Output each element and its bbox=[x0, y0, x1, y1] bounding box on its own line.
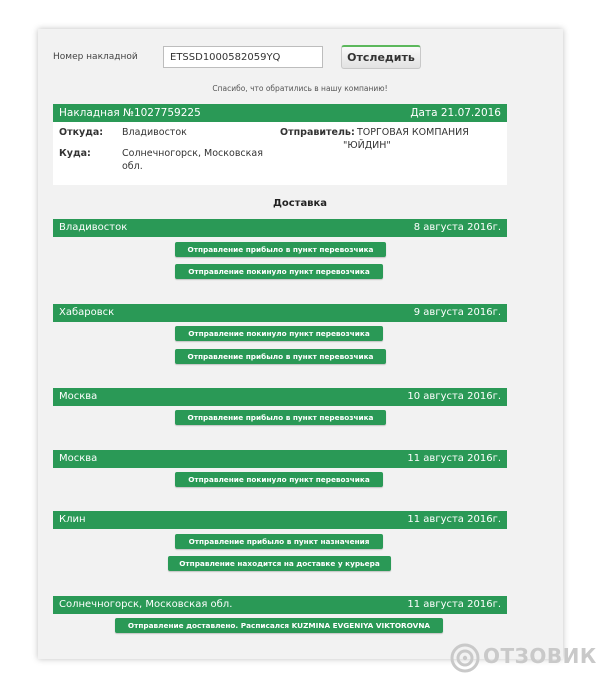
delivery-stop-header bbox=[53, 450, 507, 468]
waybill-details bbox=[53, 122, 507, 185]
delivery-stop-header bbox=[53, 219, 507, 237]
delivery-stop-header bbox=[53, 596, 507, 614]
watermark-text: ОТЗОВИК bbox=[483, 644, 597, 668]
delivery-stop-header bbox=[53, 388, 507, 406]
stop-city: Солнечногорск, Московская обл. bbox=[59, 599, 233, 610]
waybill-title: Накладная №1027759225 bbox=[59, 107, 201, 119]
delivery-title: Доставка bbox=[272, 198, 328, 209]
stop-city: Владивосток bbox=[59, 222, 128, 233]
status-event-pill: Отправление покинуло пункт перевозчика bbox=[175, 264, 383, 279]
waybill-number-input[interactable] bbox=[163, 46, 323, 68]
status-event-pill: Отправление прибыло в пункт перевозчика bbox=[175, 242, 386, 257]
status-event-pill: Отправление прибыло в пункт назначения bbox=[175, 534, 383, 549]
stop-city: Москва bbox=[59, 391, 98, 402]
stop-city: Клин bbox=[59, 514, 86, 525]
stop-date: 9 августа 2016г. bbox=[413, 307, 501, 318]
stop-date: 10 августа 2016г. bbox=[407, 391, 501, 402]
status-event-pill: Отправление прибыло в пункт перевозчика bbox=[175, 349, 386, 364]
waybill-header bbox=[53, 104, 507, 123]
from-label: Откуда: bbox=[59, 127, 104, 138]
to-value-line1: Солнечногорск, Московская bbox=[122, 148, 263, 159]
watermark bbox=[450, 640, 600, 676]
sender-line2: "ЮЙДИН" bbox=[343, 140, 391, 151]
waybill-date: Дата 21.07.2016 bbox=[410, 107, 501, 119]
stop-date: 8 августа 2016г. bbox=[413, 222, 501, 233]
track-button[interactable]: Отследить bbox=[341, 45, 421, 69]
stop-date: 11 августа 2016г. bbox=[407, 514, 501, 525]
to-label: Куда: bbox=[59, 148, 91, 159]
delivery-stop-header bbox=[53, 511, 507, 529]
delivery-stop-header bbox=[53, 304, 507, 322]
sender-line1: ТОРГОВАЯ КОМПАНИЯ bbox=[357, 127, 469, 138]
thanks-message: Спасибо, что обратились в нашу компанию! bbox=[212, 84, 388, 93]
from-value: Владивосток bbox=[122, 127, 187, 138]
status-event-pill: Отправление покинуло пункт перевозчика bbox=[175, 326, 383, 341]
stop-city: Москва bbox=[59, 453, 98, 464]
to-value-line2: обл. bbox=[122, 161, 143, 172]
waybill-number-label: Номер накладной bbox=[53, 52, 138, 62]
status-event-pill: Отправление находится на доставке у курьера bbox=[168, 556, 391, 571]
otzovik-logo-icon bbox=[450, 643, 480, 673]
stop-city: Хабаровск bbox=[59, 307, 115, 318]
stop-date: 11 августа 2016г. bbox=[407, 599, 501, 610]
status-event-pill: Отправление прибыло в пункт перевозчика bbox=[175, 410, 386, 425]
status-event-pill: Отправление покинуло пункт перевозчика bbox=[175, 472, 383, 487]
sender-label: Отправитель: bbox=[280, 127, 355, 138]
stop-date: 11 августа 2016г. bbox=[407, 453, 501, 464]
status-event-pill: Отправление доставлено. Расписался KUZMINA EVGENIYA VIKTOROVNA bbox=[115, 618, 443, 633]
